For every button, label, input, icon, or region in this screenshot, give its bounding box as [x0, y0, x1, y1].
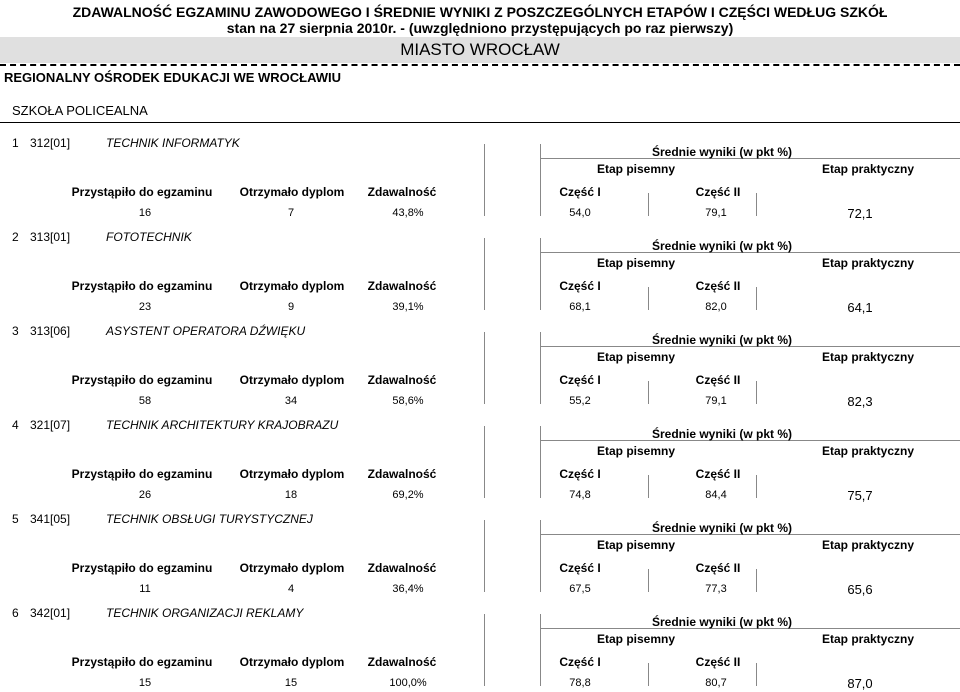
part1-header: Część I	[559, 185, 601, 199]
profession-row	[0, 597, 960, 692]
profession-code: 312[01]	[30, 136, 71, 150]
avg-results-header: Średnie wyniki (w pkt %)	[651, 239, 793, 253]
written-stage-header: Etap pisemny	[596, 538, 676, 552]
pass-rate-header: Zdawalność	[367, 467, 437, 481]
joined-value: 15	[138, 677, 152, 689]
diploma-header: Otrzymało dyplom	[239, 373, 345, 387]
profession-row	[0, 503, 960, 598]
joined-header: Przystąpiło do egzaminu	[71, 185, 213, 199]
part2-header: Część II	[695, 467, 741, 481]
avg-results-header: Średnie wyniki (w pkt %)	[651, 333, 793, 347]
diploma-value: 15	[284, 677, 298, 689]
practical-value: 75,7	[847, 488, 873, 503]
grid-line	[540, 520, 541, 592]
written-stage-header: Etap pisemny	[596, 632, 676, 646]
pass-rate-value: 69,2%	[392, 489, 424, 501]
practical-stage-header: Etap praktyczny	[821, 538, 915, 552]
grid-line	[648, 287, 649, 310]
row-number: 1	[12, 136, 19, 150]
diploma-header: Otrzymało dyplom	[239, 655, 345, 669]
pass-rate-value: 100,0%	[389, 677, 427, 689]
diploma-header: Otrzymało dyplom	[239, 185, 345, 199]
written-stage-header: Etap pisemny	[596, 444, 676, 458]
part1-header: Część I	[559, 279, 601, 293]
grid-line	[484, 238, 485, 310]
grid-line	[484, 332, 485, 404]
diploma-value: 4	[287, 583, 295, 595]
avg-results-header: Średnie wyniki (w pkt %)	[651, 615, 793, 629]
grid-line	[648, 663, 649, 686]
practical-value: 64,1	[847, 300, 873, 315]
practical-value: 65,6	[847, 582, 873, 597]
part1-value: 74,8	[569, 489, 591, 501]
part2-header: Część II	[695, 373, 741, 387]
avg-results-header: Średnie wyniki (w pkt %)	[651, 427, 793, 441]
profession-code: 313[06]	[30, 324, 71, 338]
part2-header: Część II	[695, 185, 741, 199]
row-number: 6	[12, 606, 19, 620]
avg-results-header: Średnie wyniki (w pkt %)	[651, 521, 793, 535]
pass-rate-header: Zdawalność	[367, 655, 437, 669]
practical-value: 82,3	[847, 394, 873, 409]
report-subtitle: stan na 27 sierpnia 2010r. - (uwzględniono przystępujących po raz pierwszy)	[226, 20, 734, 36]
pass-rate-value: 36,4%	[392, 583, 424, 595]
part1-header: Część I	[559, 467, 601, 481]
profession-name: TECHNIK OBSŁUGI TURYSTYCZNEJ	[106, 512, 313, 526]
practical-stage-header: Etap praktyczny	[821, 350, 915, 364]
grid-line	[756, 193, 757, 216]
part2-value: 80,7	[705, 677, 727, 689]
pass-rate-header: Zdawalność	[367, 185, 437, 199]
part1-value: 68,1	[569, 301, 591, 313]
row-number: 5	[12, 512, 19, 526]
written-stage-header: Etap pisemny	[596, 162, 676, 176]
grid-line	[756, 569, 757, 592]
written-stage-header: Etap pisemny	[596, 350, 676, 364]
part1-value: 55,2	[569, 395, 591, 407]
part2-header: Część II	[695, 561, 741, 575]
joined-value: 11	[139, 583, 151, 595]
row-number: 3	[12, 324, 19, 338]
joined-value: 16	[138, 207, 152, 219]
grid-line	[756, 381, 757, 404]
part2-value: 79,1	[705, 395, 727, 407]
part1-header: Część I	[559, 561, 601, 575]
joined-header: Przystąpiło do egzaminu	[71, 373, 213, 387]
part1-value: 78,8	[569, 677, 591, 689]
practical-stage-header: Etap praktyczny	[821, 162, 915, 176]
region-name: REGIONALNY OŚRODEK EDUKACJI WE WROCŁAWIU	[4, 70, 342, 85]
grid-line	[484, 614, 485, 686]
profession-name: TECHNIK ARCHITEKTURY KRAJOBRAZU	[106, 418, 339, 432]
part1-value: 67,5	[569, 583, 591, 595]
part2-value: 79,1	[705, 207, 727, 219]
pass-rate-header: Zdawalność	[367, 561, 437, 575]
profession-code: 321[07]	[30, 418, 71, 432]
diploma-value: 7	[287, 207, 295, 219]
diploma-header: Otrzymało dyplom	[239, 279, 345, 293]
diploma-value: 18	[284, 489, 298, 501]
written-stage-header: Etap pisemny	[596, 256, 676, 270]
diploma-value: 34	[284, 395, 298, 407]
part1-header: Część I	[559, 655, 601, 669]
profession-row	[0, 409, 960, 504]
joined-value: 58	[138, 395, 152, 407]
grid-line	[484, 520, 485, 592]
dashed-divider	[0, 64, 960, 66]
joined-header: Przystąpiło do egzaminu	[71, 467, 213, 481]
school-type: SZKOŁA POLICEALNA	[12, 103, 148, 118]
joined-header: Przystąpiło do egzaminu	[71, 561, 213, 575]
part2-header: Część II	[695, 655, 741, 669]
joined-value: 26	[138, 489, 152, 501]
profession-code: 341[05]	[30, 512, 71, 526]
grid-line	[648, 569, 649, 592]
pass-rate-header: Zdawalność	[367, 373, 437, 387]
profession-row	[0, 315, 960, 410]
profession-name: TECHNIK ORGANIZACJI REKLAMY	[106, 606, 304, 620]
grid-line	[648, 381, 649, 404]
profession-code: 313[01]	[30, 230, 71, 244]
practical-value: 87,0	[847, 676, 873, 691]
section-divider	[0, 122, 960, 123]
grid-line	[540, 144, 541, 216]
avg-results-header: Średnie wyniki (w pkt %)	[651, 145, 793, 159]
pass-rate-value: 58,6%	[392, 395, 424, 407]
diploma-header: Otrzymało dyplom	[239, 561, 345, 575]
part2-value: 82,0	[705, 301, 727, 313]
practical-stage-header: Etap praktyczny	[821, 256, 915, 270]
report-title: ZDAWALNOŚĆ EGZAMINU ZAWODOWEGO I ŚREDNIE WYNIKI Z POSZCZEGÓLNYCH ETAPÓW I CZĘŚCI WEDŁUG SZKÓŁ	[72, 4, 888, 20]
profession-code: 342[01]	[30, 606, 71, 620]
practical-stage-header: Etap praktyczny	[821, 444, 915, 458]
practical-value: 72,1	[847, 206, 873, 221]
practical-stage-header: Etap praktyczny	[821, 632, 915, 646]
grid-line	[540, 426, 541, 498]
grid-line	[540, 614, 541, 686]
profession-name: FOTOTECHNIK	[106, 230, 192, 244]
pass-rate-header: Zdawalność	[367, 279, 437, 293]
profession-name: TECHNIK INFORMATYK	[106, 136, 240, 150]
joined-header: Przystąpiło do egzaminu	[71, 279, 213, 293]
grid-line	[540, 332, 541, 404]
diploma-header: Otrzymało dyplom	[239, 467, 345, 481]
joined-header: Przystąpiło do egzaminu	[71, 655, 213, 669]
grid-line	[756, 287, 757, 310]
pass-rate-value: 39,1%	[392, 301, 424, 313]
part2-value: 77,3	[705, 583, 727, 595]
row-number: 2	[12, 230, 19, 244]
part2-value: 84,4	[705, 489, 727, 501]
profession-row	[0, 127, 960, 222]
pass-rate-value: 43,8%	[392, 207, 424, 219]
grid-line	[484, 426, 485, 498]
grid-line	[756, 475, 757, 498]
grid-line	[484, 144, 485, 216]
grid-line	[648, 475, 649, 498]
diploma-value: 9	[287, 301, 295, 313]
part1-value: 54,0	[569, 207, 591, 219]
joined-value: 23	[138, 301, 152, 313]
profession-row	[0, 221, 960, 316]
profession-name: ASYSTENT OPERATORA DŹWIĘKU	[106, 324, 306, 338]
grid-line	[648, 193, 649, 216]
grid-line	[756, 663, 757, 686]
grid-line	[540, 238, 541, 310]
row-number: 4	[12, 418, 19, 432]
part1-header: Część I	[559, 373, 601, 387]
part2-header: Część II	[695, 279, 741, 293]
city-name: MIASTO WROCŁAW	[400, 40, 560, 59]
